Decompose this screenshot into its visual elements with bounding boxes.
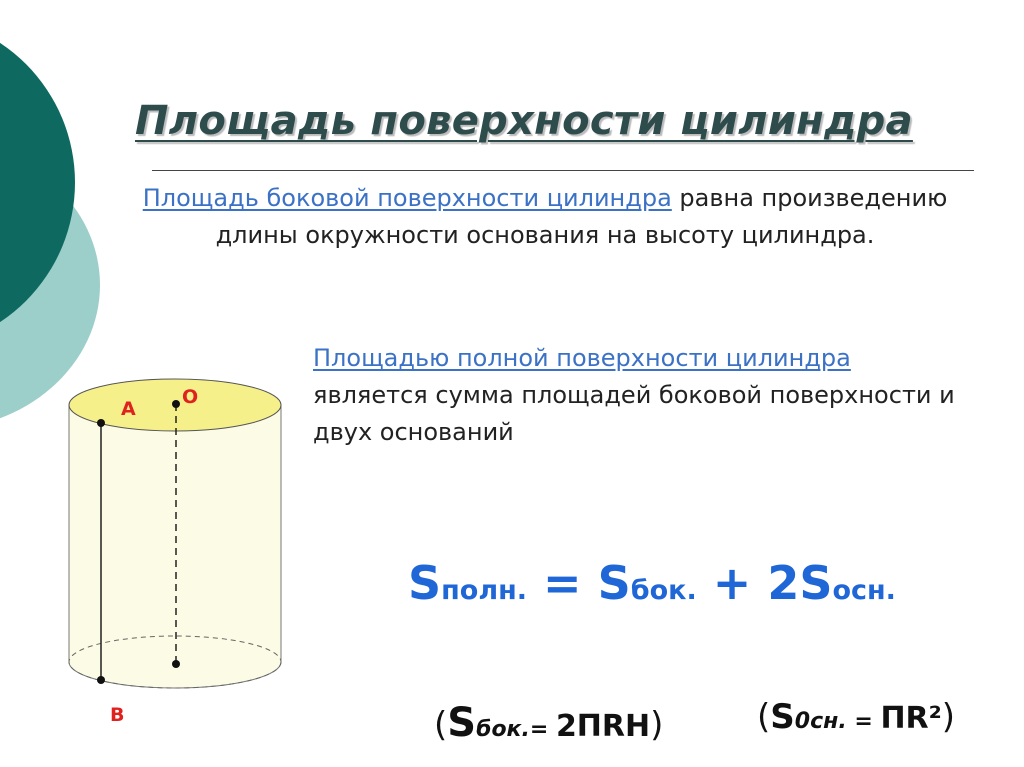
point-a xyxy=(97,419,105,427)
base-area-formula xyxy=(757,697,955,737)
slide-title: Площадь поверхности цилиндра xyxy=(135,98,913,144)
lateral-open-paren: ( xyxy=(434,705,448,745)
total-area-formula xyxy=(408,556,896,610)
base-eq: = xyxy=(846,709,881,734)
lateral-expr: 2ПRH xyxy=(555,709,651,744)
point-bottom-center xyxy=(172,660,180,668)
formula-sub-lateral: бок. xyxy=(630,575,697,606)
lateral-s: S xyxy=(447,700,477,746)
lateral-close-paren: ) xyxy=(650,705,664,745)
base-sub: 0сн. xyxy=(794,709,847,734)
formula-s-lateral: S xyxy=(597,556,631,610)
base-s: S xyxy=(770,697,795,737)
formula-sub-base: осн. xyxy=(832,575,896,606)
base-open-paren: ( xyxy=(757,697,771,737)
formula-2s-base: 2S xyxy=(767,556,833,610)
base-expr: ПR² xyxy=(880,701,942,736)
formula-equals: = xyxy=(527,556,598,610)
formula-s-total: S xyxy=(408,556,442,610)
cylinder-diagram xyxy=(0,0,300,767)
lateral-area-text: равна произведению длины окружности основания на высоту цилиндра. xyxy=(215,184,948,249)
label-b: В xyxy=(110,704,125,726)
lateral-eq: = xyxy=(529,717,556,742)
total-area-text: является сумма площадей боковой поверхности и двух оснований xyxy=(313,381,955,446)
lateral-area-term: Площадь боковой поверхности цилиндра xyxy=(142,184,672,212)
formula-plus: + xyxy=(696,556,768,610)
label-o: О xyxy=(182,386,199,408)
formula-sub-total: полн. xyxy=(441,575,528,606)
point-b xyxy=(97,676,105,684)
total-area-term: Площадью полной поверхности цилиндра xyxy=(313,344,851,372)
lateral-sub: бок. xyxy=(476,717,530,742)
total-area-definition xyxy=(313,340,973,451)
base-close-paren: ) xyxy=(941,697,956,737)
label-a: А xyxy=(121,398,136,420)
lateral-area-formula xyxy=(434,700,663,746)
point-o xyxy=(172,400,180,408)
